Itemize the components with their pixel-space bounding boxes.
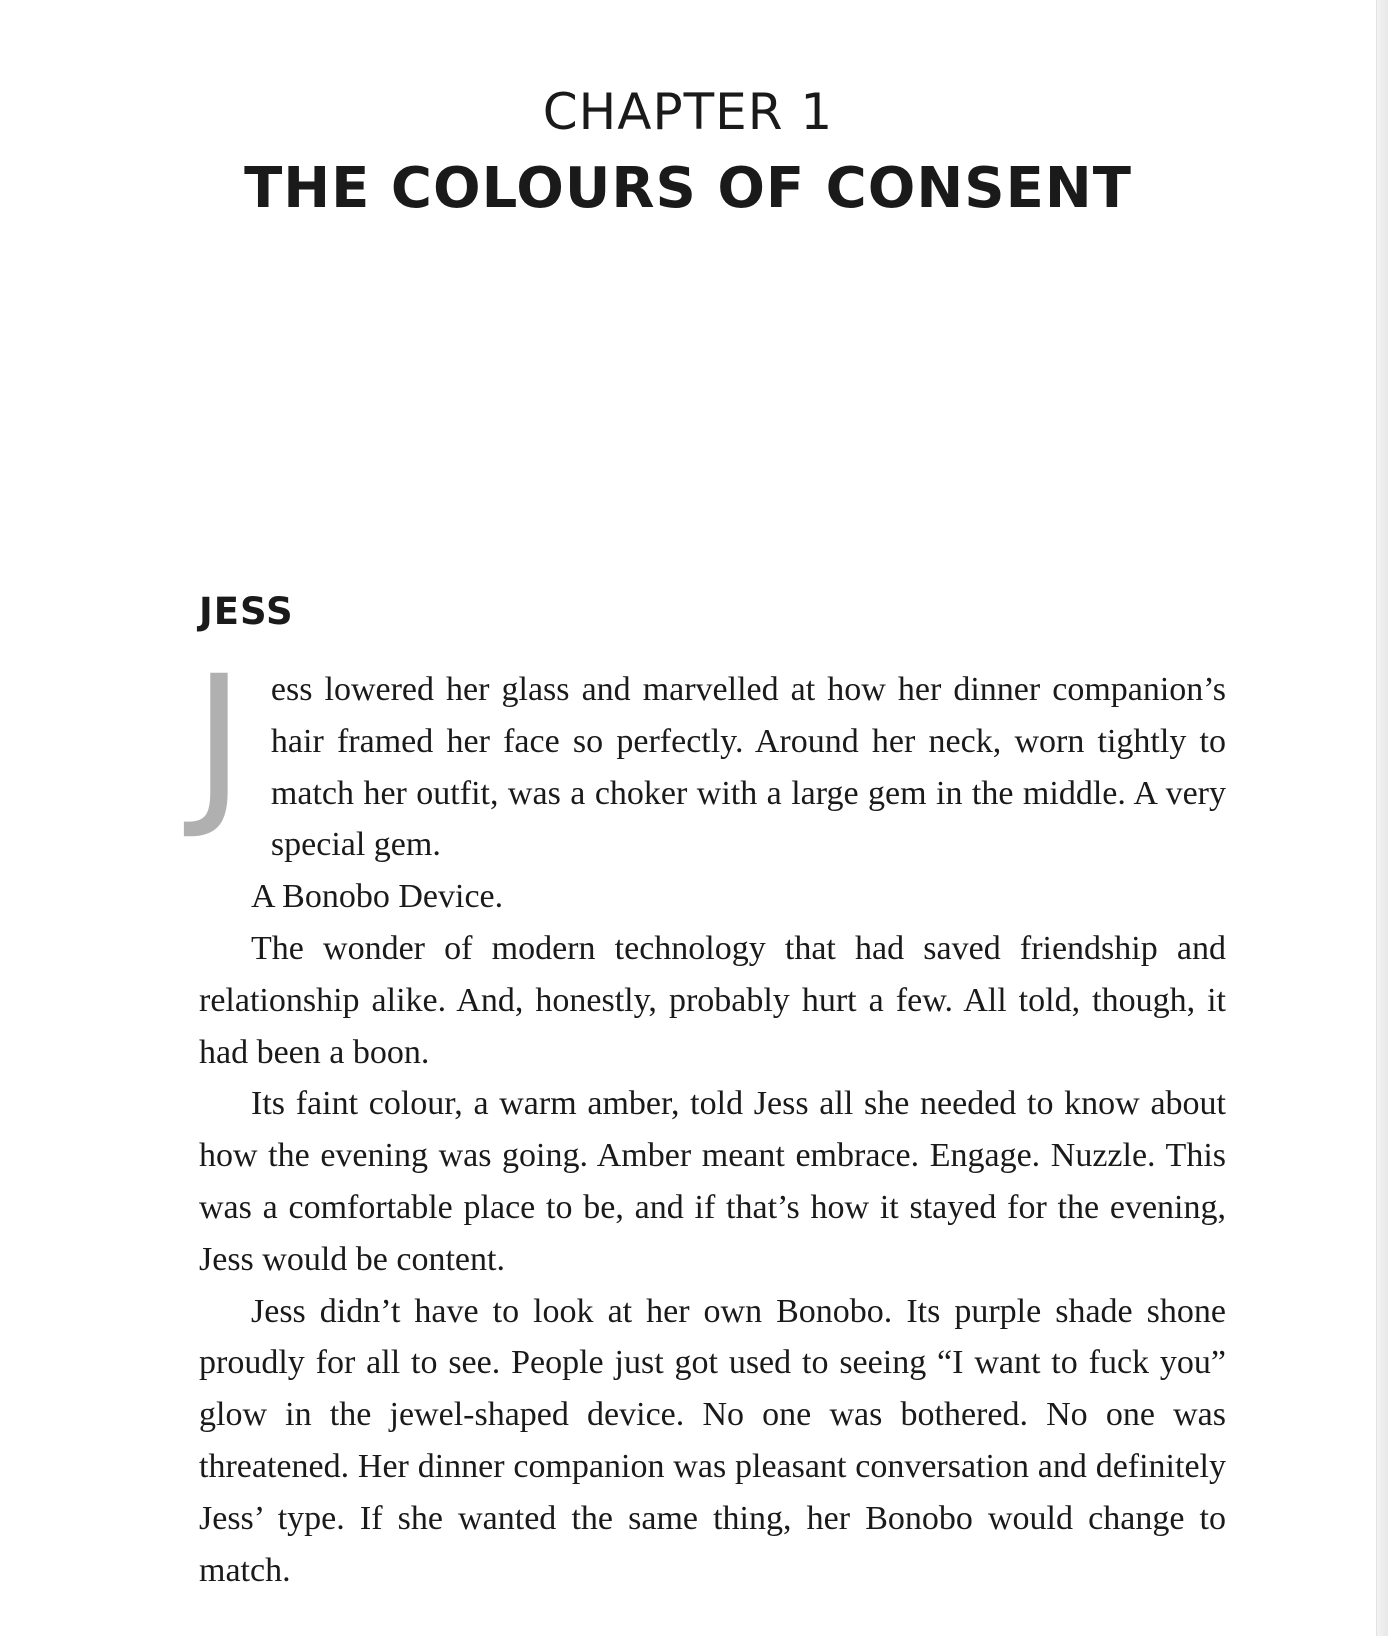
drop-cap: J bbox=[193, 638, 245, 843]
chapter-header bbox=[0, 82, 1376, 224]
section-label: JESS bbox=[199, 590, 294, 633]
paragraph-5: Jess didn’t have to look at her own Bonobo. Its purple shade shone proudly for all to see. People just got used to seeing “I want to fuck you” glow in the jewel-shaped device. No one was bothered. No one was threatened. Her dinner companion was pleasant conversation and definitely Jess’ type. If she wanted the same thing, her Bonobo would change to match. bbox=[199, 1292, 1226, 1589]
paragraph-1-text: ess lowered her glass and marvelled at how her dinner companion’s hair framed her face so perfectly. Around her neck, worn tightly to match her outfit, was a choker with a large gem in the middle. A very special gem. bbox=[270, 671, 1226, 864]
chapter-body bbox=[193, 638, 1226, 1596]
paragraph-3: The wonder of modern technology that had saved friendship and relationship alike. And, honestly, probably hurt a few. All told, though, it had been a boon. bbox=[199, 929, 1226, 1071]
paragraph-1 bbox=[193, 638, 1226, 871]
chapter-number: CHAPTER 1 bbox=[542, 83, 834, 141]
paragraph-4: Its faint colour, a warm amber, told Jess all she needed to know about how the evening was going. Amber meant embrace. Engage. Nuzzle. This was a comfortable place to be, and if that’s how it stayed for the evening, Jess would be content. bbox=[199, 1085, 1226, 1278]
chapter-title: THE COLOURS OF CONSENT bbox=[244, 156, 1132, 221]
page-edge bbox=[1376, 0, 1388, 1636]
paragraph-2: A Bonobo Device. bbox=[251, 878, 504, 916]
